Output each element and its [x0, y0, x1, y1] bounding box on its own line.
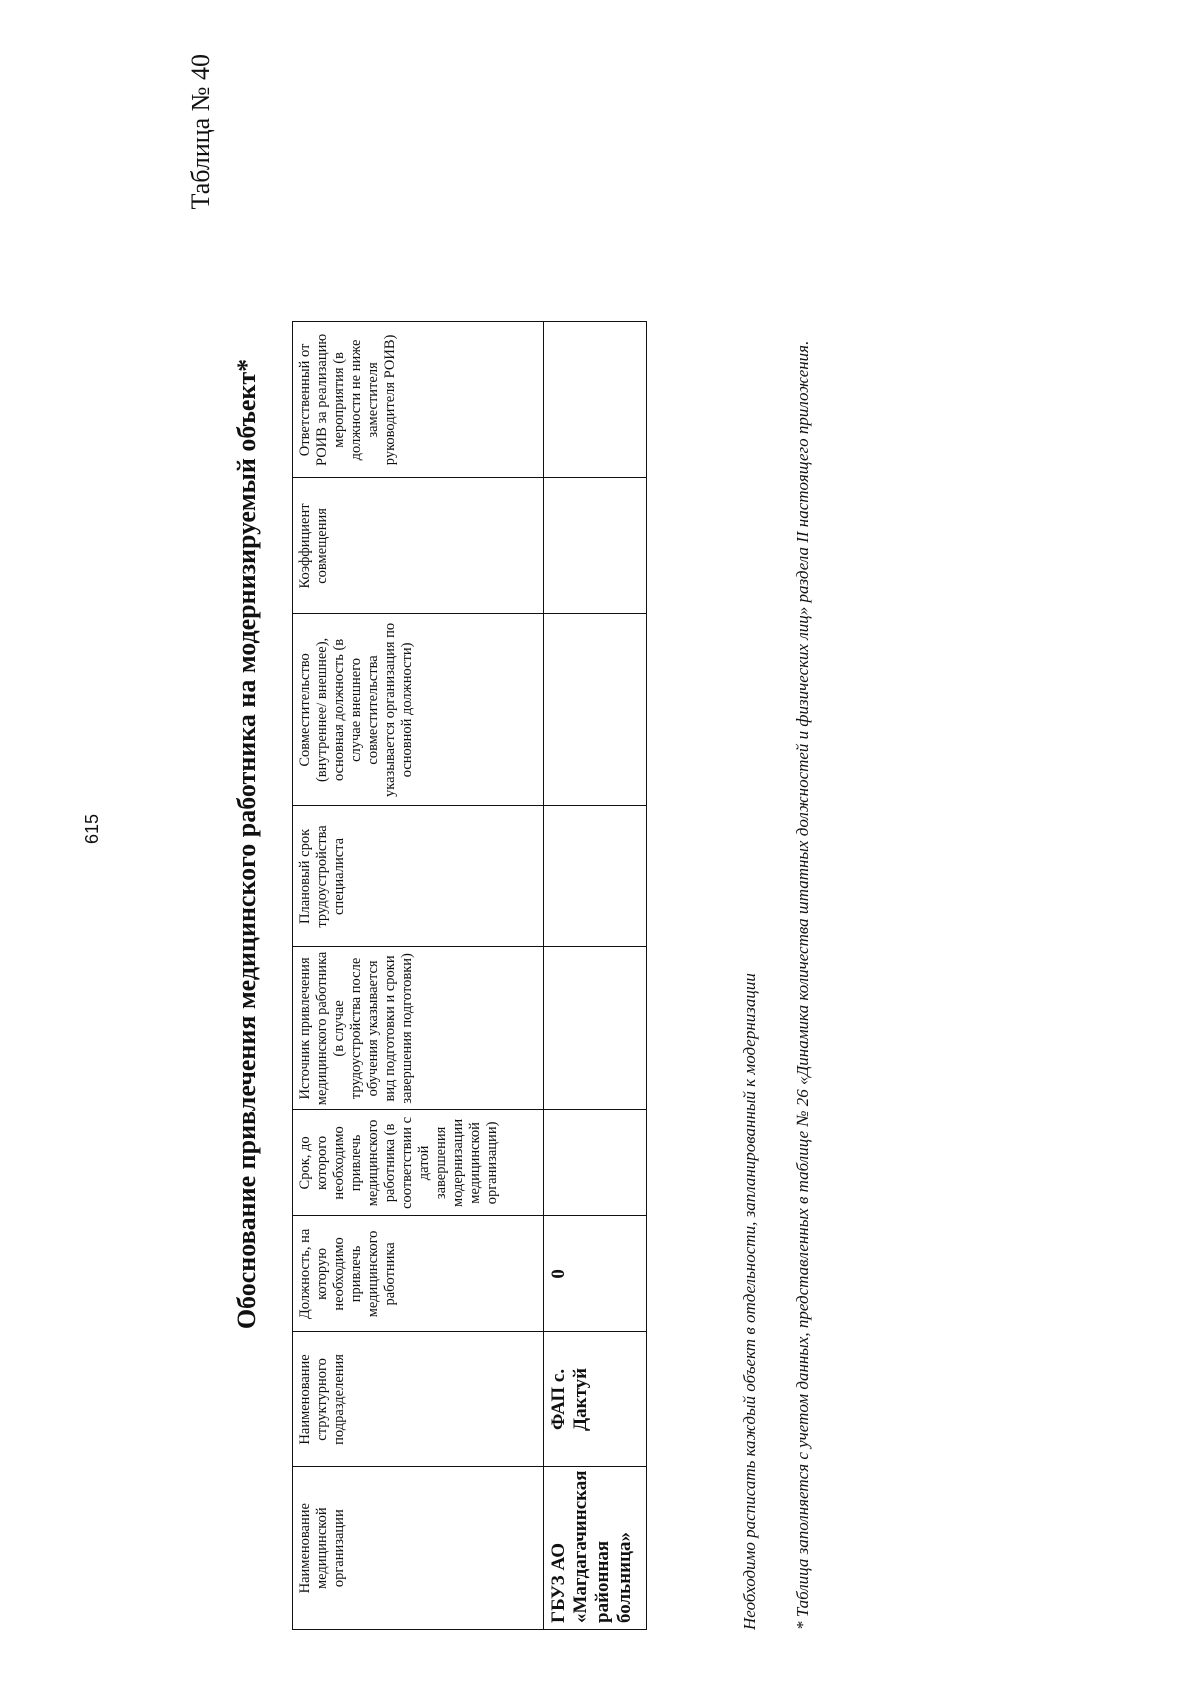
- table-cell: ФАП с. Дактуй: [544, 1332, 647, 1467]
- document-title: Обоснование привлечения медицинского работника на модернизируемый объект*: [232, 358, 261, 1330]
- header-cell: Коэффициент совмещения: [293, 478, 544, 614]
- header-cell: Источник привлечения медицинского работника (в случае трудоустройства после обучения указывается вид подготовки и сроки завершения подготовки): [293, 947, 544, 1110]
- header-cell: Должность, на которую необходимо привлечь медицинского работника: [293, 1216, 544, 1332]
- table-row: [544, 322, 647, 1630]
- footnote-asterisk: * Таблица заполняется с учетом данных, представленных в таблице № 26 «Динамика количества штатных должностей и физических лиц» раздела II настоящего приложения.: [793, 340, 812, 1630]
- table-cell: ГБУЗ АО «Магдагачинская районная больница»: [544, 1467, 647, 1630]
- table-number: Таблица № 40: [186, 54, 215, 210]
- footnote-note: Необходимо расписать каждый объект в отдельности, запланированный к модернизации: [740, 973, 759, 1630]
- table-cell: [544, 806, 647, 947]
- header-cell: Наименование структурного подразделения: [293, 1332, 544, 1467]
- header-cell: Наименование медицинской организации: [293, 1467, 544, 1630]
- table-cell: 0: [544, 1216, 647, 1332]
- header-cell: Совместительство (внутреннее/ внешнее), основная должность (в случае внешнего совместительства указывается организация по основной должности): [293, 614, 544, 806]
- page-number: 615: [82, 813, 102, 845]
- justification-table: [292, 321, 647, 1630]
- header-cell: Плановый срок трудоустройства специалиста: [293, 806, 544, 947]
- table-cell: [544, 478, 647, 614]
- table-cell: [544, 614, 647, 806]
- table-cell: [544, 1110, 647, 1216]
- table-cell: [544, 947, 647, 1110]
- header-cell: Срок, до которого необходимо привлечь медицинского работника (в соответствии с датой завершения модернизации медицинской организации): [293, 1110, 544, 1216]
- header-cell: Ответственный от РОИВ за реализацию мероприятия (в должности не ниже заместителя руководителя РОИВ): [293, 322, 544, 478]
- table-cell: [544, 322, 647, 478]
- table-header-row: [293, 322, 544, 1630]
